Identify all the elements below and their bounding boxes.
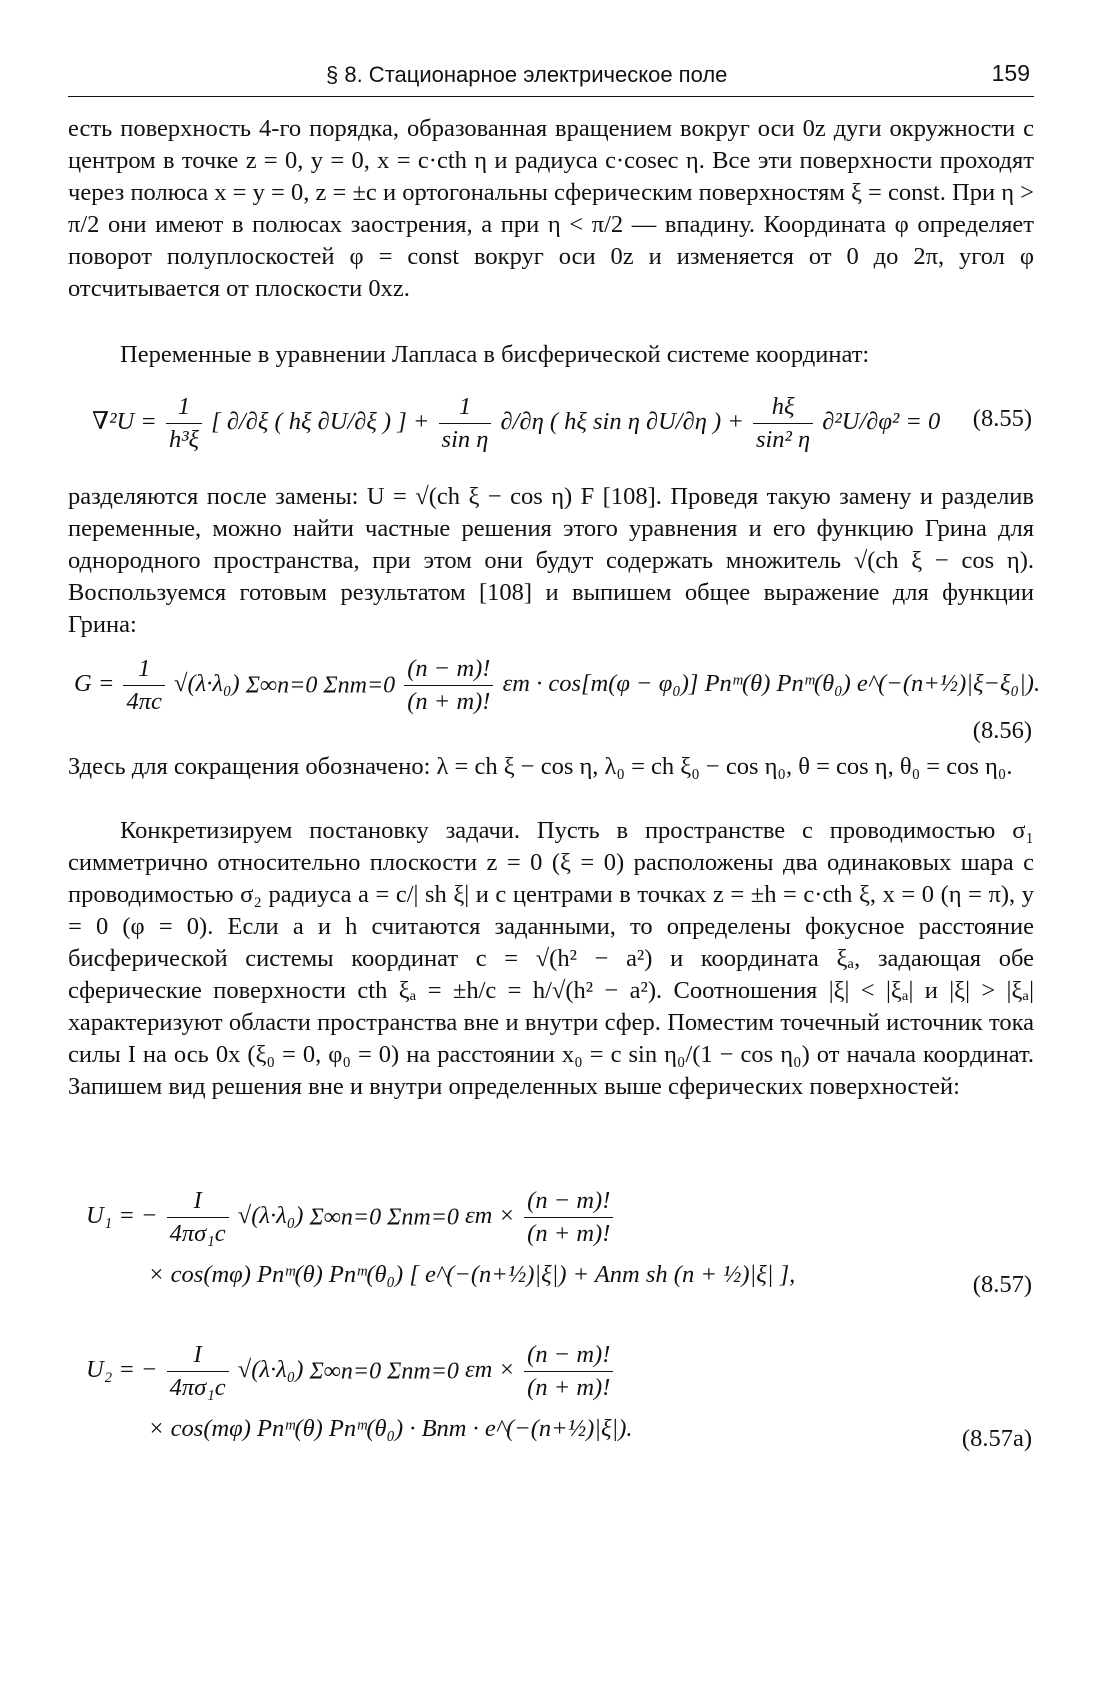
paragraph-surfaces: есть поверхность 4-го порядка, образованная вращением вокруг оси 0z дуги окружности с центром в точке z = 0, y = 0, x = c·cth η и радиуса c·cosec η. Все эти поверхности проходят через полюса x = y = 0, z = ±c и ортогональны сферическим поверхностям ξ = const. При η > π/2 они имеют в полюсах заострения, а при η < π/2 — впадину. Координата φ определяет поворот полуплоскостей φ = const вокруг оси 0z и изменяется от 0 до 2π, угол φ отсчитывается от плоскости 0xz.	[68, 115, 1034, 302]
fraction: $\frac{I}{\text{4πσ₁c}}$	[167, 1339, 229, 1404]
double-sum: Σ∞n=0 Σnm=0	[245, 672, 396, 699]
equation-8-57a-line-1: U₂ = − $\frac{I}{\text{4πσ₁c}}$ √(λ·λ₀) Σ∞n=0 Σnm=0 εm × $\frac{(n - m)!}{(n + m)!}$	[68, 1329, 1034, 1403]
equation-8-57-line-2: × cos(mφ) Pnᵐ(θ) Pnᵐ(θ₀) [ e^(−(n+½)|ξ|) + Anm sh (n + ½)|ξ| ], (8.57)	[68, 1249, 1034, 1329]
fraction: $\frac{(n - m)!}{(n + m)!}$	[524, 1185, 613, 1250]
fraction: $\frac{h\xi}{\text{sin² η}}$	[753, 391, 813, 456]
fraction: $\frac{(n - m)!}{(n + m)!}$	[524, 1339, 613, 1404]
fraction: $\frac{(n - m)!}{(n + m)!}$	[404, 653, 493, 718]
fraction: $\frac{1}{4\pi c}$	[123, 653, 164, 718]
equation-8-57a-line-2: × cos(mφ) Pnᵐ(θ) Pnᵐ(θ₀) · Bnm · e^(−(n+½)|ξ|). (8.57a)	[68, 1403, 1034, 1477]
equation-8-56	[68, 639, 1041, 751]
equation-8-55-body: ∇²U = $\frac{1}{\text{h³ξ}}$ [ ∂/∂ξ ( hξ ∂U/∂ξ ) ] + $\frac{1}{\text{sin η}}$ ∂/∂η ( hξ sin η ∂U/∂η ) + $\frac{h\xi}{\text{sin² η}}$ ∂²U/∂φ² = 0	[92, 391, 940, 456]
paragraph-notation: Здесь для сокращения обозначено: λ = ch ξ − cos η, λ₀ = ch ξ₀ − cos η₀, θ = cos η, θ₀ = cos η₀.	[68, 753, 1013, 780]
paragraph-problem-statement: Конкретизируем постановку задачи. Пусть в пространстве с проводимостью σ₁ симметрично относительно плоскости z = 0 (ξ = 0) расположены два одинаковых шара с проводимостью σ₂ радиуса a = c/| sh ξ| и с центрами в точках z = ±h = c·cth ξ, x = 0 (η = π), y = 0 (φ = 0). Если a и h считаются заданными, то определены фокусное расстояние бисферической системы координат c = √(h² − a²) и координата ξₐ, задающая обе сферические поверхности cth ξₐ = ±h/c = h/√(h² − a²). Соотношения |ξ| < |ξₐ| и |ξ| > |ξₐ| характеризуют области пространства вне и внутри сфер. Поместим точечный источник тока силы I на ось 0x (ξ₀ = 0, φ₀ = 0) на расстоянии x₀ = c sin η₀/(1 − cos η₀) от начала координат. Запишем вид решения вне и внутри определенных выше сферических поверхностей:	[68, 817, 1034, 1100]
section-title: § 8. Стационарное электрическое поле	[326, 62, 728, 87]
book-page	[68, 58, 1041, 1477]
page-number: 159	[991, 60, 1030, 86]
running-header	[68, 58, 1034, 97]
equation-number: (8.56)	[972, 717, 1032, 744]
equation-8-57-line-1: U₁ = − $\frac{I}{\text{4πσ₁c}}$ √(λ·λ₀) Σ∞n=0 Σnm=0 εm × $\frac{(n - m)!}{(n + m)!}$	[68, 1175, 1034, 1249]
paragraph-separation: разделяются после замены: U = √(ch ξ − cos η) F [108]. Проведя такую замену и разделив переменные, можно найти частные решения этого уравнения и его функцию Грина для однородного пространства, при этом они будут содержать множитель √(ch ξ − cos η). Воспользуемся готовым результатом [108] и выпишем общее выражение для функции Грина:	[68, 483, 1034, 638]
equation-8-55	[68, 377, 1034, 481]
double-sum: Σ∞n=0 Σnm=0	[309, 1358, 459, 1385]
fraction: $\frac{1}{\text{sin η}}$	[439, 391, 492, 456]
equation-8-56-body: G = $\frac{1}{4\pi c}$ √(λ·λ₀) Σ∞n=0 Σnm=0 $\frac{(n - m)!}{(n + m)!}$ εm · cos[m(φ − φ₀)] Pnᵐ(θ) Pnᵐ(θ₀) e^(−(n+½)|ξ−ξ₀|).	[74, 653, 1040, 718]
page-body	[68, 113, 1041, 1477]
equation-number: (8.57)	[972, 1271, 1032, 1298]
fraction: $\frac{I}{\text{4πσ₁c}}$	[167, 1185, 229, 1250]
double-sum: Σ∞n=0 Σnm=0	[309, 1204, 459, 1231]
fraction: $\frac{1}{\text{h³ξ}}$	[166, 391, 202, 456]
equation-number: (8.55)	[972, 405, 1032, 432]
paragraph-laplace-intro: Переменные в уравнении Лапласа в бисферической системе координат:	[120, 341, 870, 368]
equation-number: (8.57a)	[961, 1425, 1032, 1452]
